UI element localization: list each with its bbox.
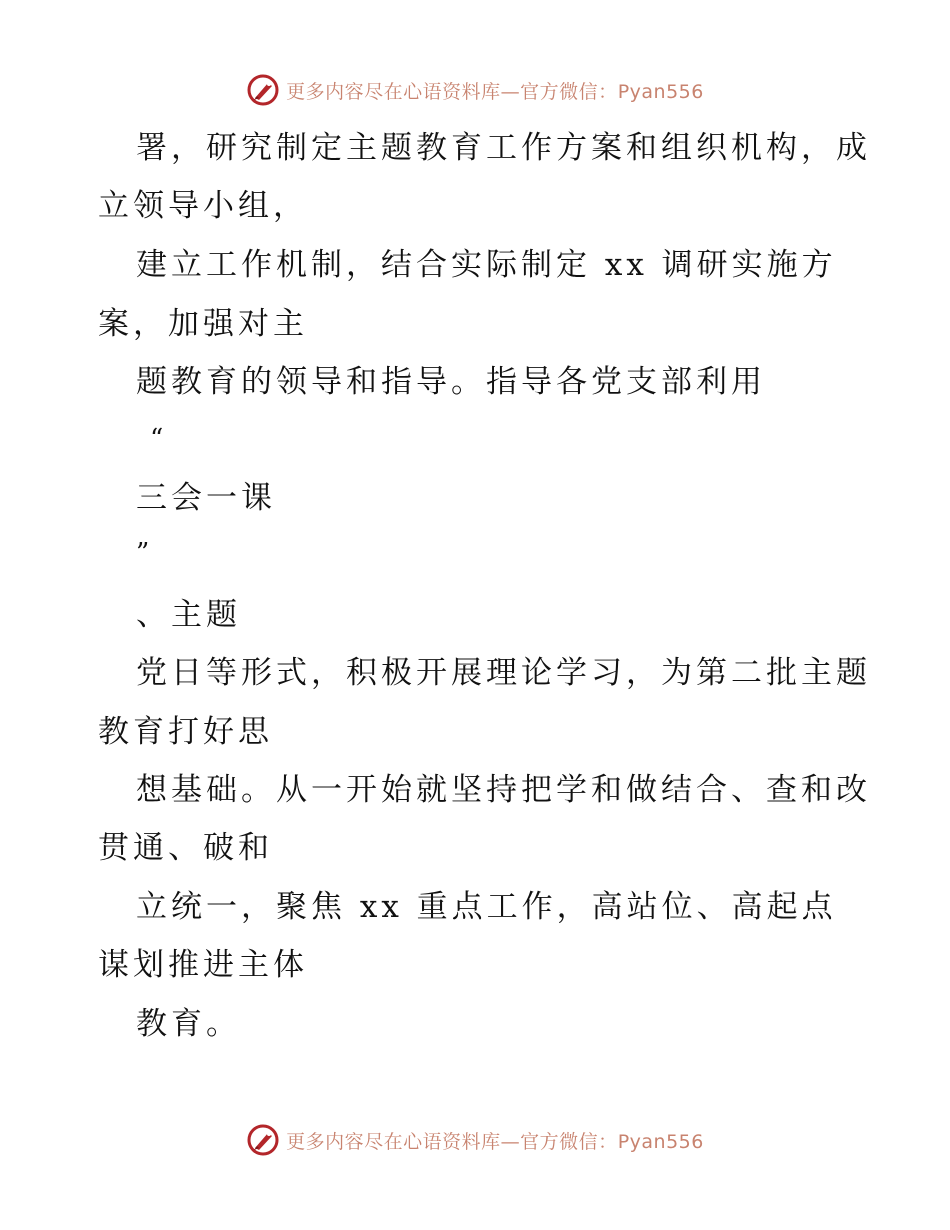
text-line: 教育。 [136, 1006, 241, 1042]
watermark-dash: — [500, 1130, 521, 1153]
text-line: 谋划推进主体 [98, 947, 308, 983]
text-line: 题教育的领导和指导。指导各党支部利用 [136, 364, 766, 400]
text-line: 教育打好思 [98, 714, 273, 750]
open-quote: “ [150, 424, 168, 454]
close-quote: ” [136, 538, 154, 568]
text-line: 立领导小组， [98, 188, 308, 224]
watermark-dash: — [500, 80, 521, 103]
text-line: 三会一课 [136, 480, 276, 516]
text-line: 案，加强对主 [98, 306, 308, 342]
text-line: 想基础。从一开始就坚持把学和做结合、查和改 [136, 772, 871, 808]
watermark-text [286, 77, 704, 104]
watermark-site: 更多内容尽在心语资料库 [286, 1130, 501, 1153]
watermark-site: 更多内容尽在心语资料库 [286, 80, 501, 103]
watermark-label: 官方微信： [520, 1130, 618, 1153]
pen-logo-icon [246, 1123, 280, 1157]
watermark-account: Pyan556 [617, 80, 704, 103]
text-line: 贯通、破和 [98, 830, 273, 866]
watermark-text [286, 1127, 704, 1154]
watermark-label: 官方微信： [520, 80, 618, 103]
watermark-account: Pyan556 [617, 1130, 704, 1153]
text-line: 立统一，聚焦 xx 重点工作，高站位、高起点 [136, 889, 837, 925]
text-line: 党日等形式，积极开展理论学习，为第二批主题 [136, 655, 871, 691]
header-watermark [0, 70, 950, 110]
footer-watermark [0, 1120, 950, 1160]
text-line: 署，研究制定主题教育工作方案和组织机构，成 [136, 130, 871, 166]
pen-logo-icon [246, 73, 280, 107]
text-line: 、主题 [136, 597, 241, 633]
text-line: 建立工作机制，结合实际制定 xx 调研实施方 [136, 247, 837, 283]
